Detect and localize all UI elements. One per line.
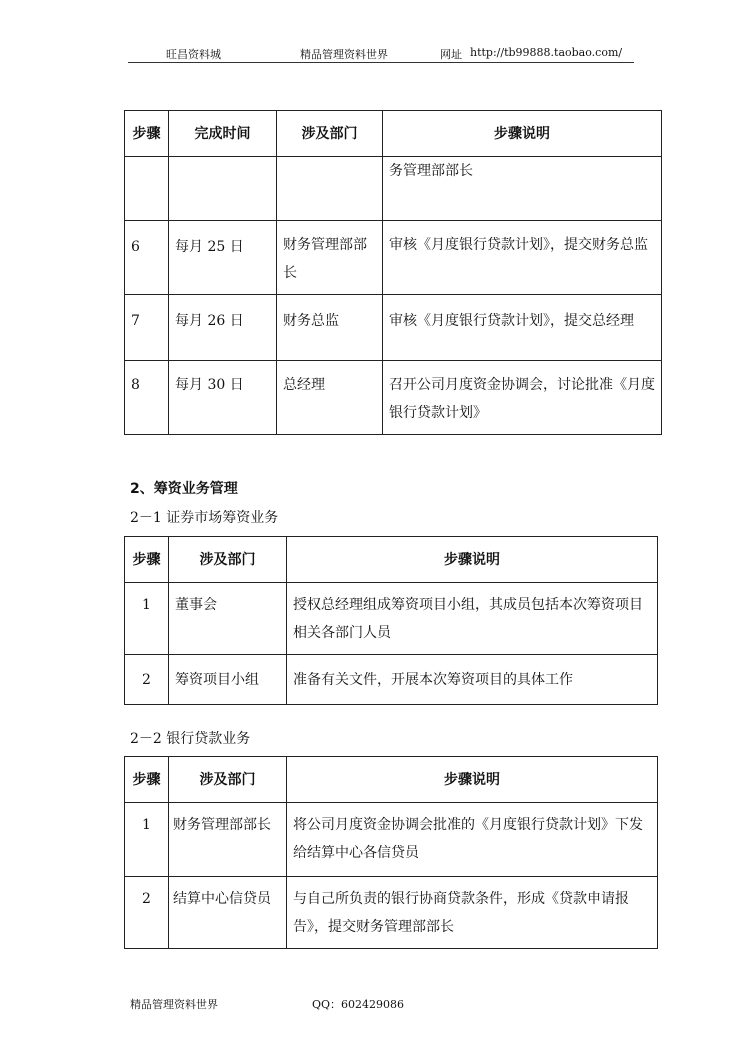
cell-dept: 结算中心信贷员: [169, 877, 287, 949]
cell-step: 2: [125, 877, 169, 949]
cell-desc: 审核《月度银行贷款计划》，提交总经理: [383, 295, 662, 361]
cell-desc: 将公司月度资金协调会批准的《月度银行贷款计划》下发给结算中心各信贷员: [287, 803, 658, 877]
col-header-time: 完成时间: [169, 111, 277, 157]
cell-time: 每月 30 日: [169, 361, 277, 435]
cell-step: [125, 157, 169, 221]
cell-dept: 财务管理部部长: [277, 221, 383, 295]
securities-financing-table: [124, 536, 658, 705]
loan-plan-table: [124, 110, 662, 435]
cell-dept: 财务管理部部长: [169, 803, 287, 877]
cell-step: 6: [125, 221, 169, 295]
col-header-dept: 涉及部门: [277, 111, 383, 157]
header-site-label: 网址: [440, 48, 462, 61]
col-header-desc: 步骤说明: [287, 757, 658, 803]
cell-desc: 与自己所负责的银行协商贷款条件，形成《贷款申请报告》，提交财务管理部部长: [287, 877, 658, 949]
subsection-title-bank-loan: 2－2 银行贷款业务: [130, 731, 251, 747]
table-header-row: [125, 537, 658, 583]
table-header-row: [125, 111, 662, 157]
col-header-step: 步骤: [125, 537, 169, 583]
cell-desc: 准备有关文件，开展本次筹资项目的具体工作: [287, 655, 658, 705]
cell-step: 1: [125, 803, 169, 877]
cell-time: 每月 25 日: [169, 221, 277, 295]
cell-step: 2: [125, 655, 169, 705]
page-header: [128, 44, 634, 63]
cell-desc: 授权总经理组成筹资项目小组，其成员包括本次筹资项目相关各部门人员: [287, 583, 658, 655]
cell-step: 1: [125, 583, 169, 655]
table-header-row: [125, 757, 658, 803]
cell-desc: 审核《月度银行贷款计划》，提交财务总监: [383, 221, 662, 295]
cell-dept: 筹资项目小组: [169, 655, 287, 705]
cell-dept: [277, 157, 383, 221]
cell-time: 每月 26 日: [169, 295, 277, 361]
col-header-dept: 涉及部门: [169, 757, 287, 803]
header-url: http://tb99888.taobao.com/: [470, 46, 623, 59]
table-row: [125, 803, 658, 877]
footer-qq: QQ：602429086: [312, 998, 405, 1011]
table-row: [125, 583, 658, 655]
cell-dept: 董事会: [169, 583, 287, 655]
col-header-step: 步骤: [125, 757, 169, 803]
table-row: [125, 877, 658, 949]
cell-step: 7: [125, 295, 169, 361]
table-row: [125, 157, 662, 221]
cell-dept: 总经理: [277, 361, 383, 435]
subsection-title-securities: 2－1 证券市场筹资业务: [130, 510, 279, 526]
col-header-dept: 涉及部门: [169, 537, 287, 583]
footer-world: 精品管理资料世界: [130, 998, 218, 1011]
cell-dept: 财务总监: [277, 295, 383, 361]
table-row: [125, 221, 662, 295]
section-title: 2、筹资业务管理: [130, 481, 238, 497]
header-world: 精品管理资料世界: [300, 48, 388, 61]
col-header-desc: 步骤说明: [287, 537, 658, 583]
cell-desc: 召开公司月度资金协调会，讨论批准《月度银行贷款计划》: [383, 361, 662, 435]
col-header-step: 步骤: [125, 111, 169, 157]
table-row: [125, 361, 662, 435]
table-row: [125, 655, 658, 705]
bank-loan-table: [124, 756, 658, 949]
cell-time: [169, 157, 277, 221]
cell-desc: 务管理部部长: [383, 157, 662, 221]
table-row: [125, 295, 662, 361]
cell-step: 8: [125, 361, 169, 435]
col-header-desc: 步骤说明: [383, 111, 662, 157]
header-shop: 旺昌资料城: [166, 48, 221, 61]
